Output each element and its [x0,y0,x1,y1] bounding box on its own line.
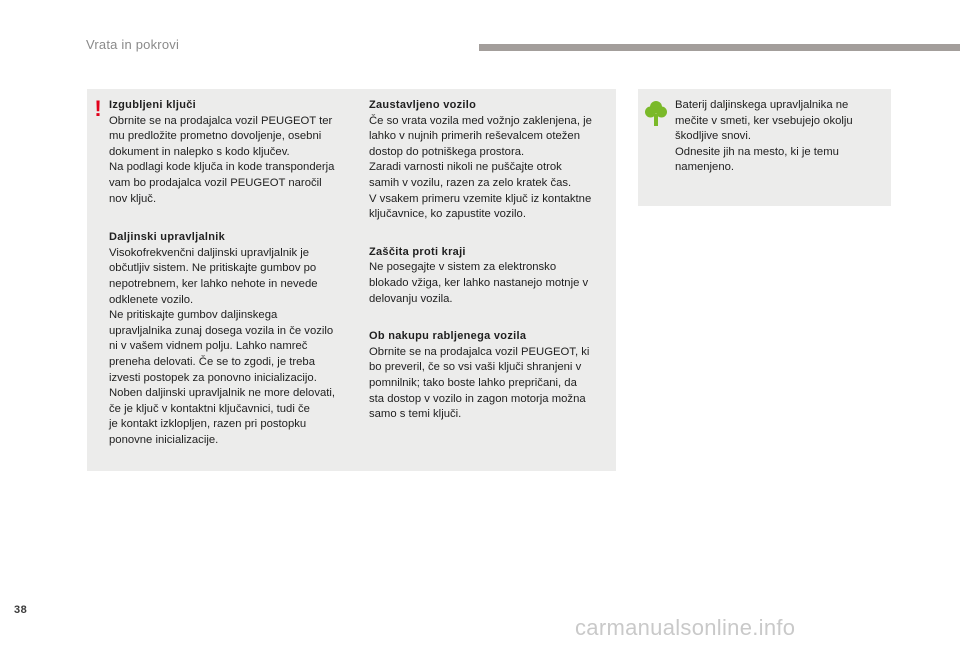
tree-environment-icon [645,100,667,126]
text-line: Odnesite jih na mesto, ki je temu [675,145,839,158]
section-title: Zaščita proti kraji [369,245,466,258]
section-title: Izgubljeni ključi [109,99,196,111]
text-line: Zaradi varnosti nikoli ne puščajte otrok [369,161,562,174]
text-line: sta dostop v vozilo in zagon motorja možna [369,392,586,405]
text-line: preneha delovati. Če se to zgodi, je treba [109,355,315,368]
header-rule [479,44,960,51]
left-column [109,98,349,463]
text-line: samih v vozilu, razen za zelo kratek čas. [369,176,572,189]
page-number: 38 [14,604,28,616]
section-stopped-vehicle [369,98,609,223]
text-line: je kontakt izklopljen, razen pri postopku [109,418,307,431]
section-used-vehicle [369,329,609,423]
section-title: Zaustavljeno vozilo [369,99,477,111]
text-line: mečite v smeti, ker vsebujejo okolju [675,114,853,127]
text-line: Obrnite se na prodajalca vozil PEUGEOT ter [109,114,333,127]
text-line: vam bo prodajalca vozil PEUGEOT naročil [109,176,322,189]
section-title: Daljinski upravljalnik [109,231,226,244]
exclamation-warning-icon: ! [94,96,102,121]
section-lost-keys [109,98,349,207]
text-line: Obrnite se na prodajalca vozil PEUGEOT, ki [369,345,590,358]
text-line: Ne posegajte v sistem za elektronsko [369,261,557,274]
text-line: nov ključ. [109,192,157,205]
text-line: Če so vrata vozila med vožnjo zaklenjena, je [369,114,592,127]
middle-column [369,98,609,438]
text-line: ključavnice, ko zapustite vozilo. [369,208,526,221]
text-line: pomnilnik; tako boste lahko prepričani, da [369,376,577,389]
text-line: občutljiv sistem. Ne pritiskajte gumbov po [109,262,317,275]
text-line: odklenete vozilo. [109,293,194,306]
text-line: dokument in nalepko s kodo ključev. [109,145,290,158]
text-line: škodljive snovi. [675,130,751,143]
section-remote-control [109,230,349,448]
text-line: V vsakem primeru vzemite ključ iz kontaktne [369,192,592,205]
text-line: ponovne inicializacije. [109,433,219,446]
text-line: Visokofrekvenčni daljinski upravljalnik je [109,246,310,259]
section-title: Ob nakupu rabljenega vozila [369,330,527,343]
watermark: carmanualsonline.info [575,615,796,640]
text-line: namenjeno. [675,161,735,174]
eco-note-text [675,98,880,176]
text-line: bo preveril, če so vsi vaši ključi shranjeni v [369,361,582,374]
text-line: lahko v nujnih primerih reševalcem otežen [369,130,580,143]
section-anti-theft [369,245,609,307]
text-line: izvesti postopek za ponovno inicializacijo. [109,371,317,384]
text-line: ni v vašem vidnem polju. Lahko namreč [109,340,308,353]
text-line: Na podlagi kode ključa in kode transponderja [109,161,335,174]
text-line: dostop do potniškega prostora. [369,145,525,158]
text-line: če je ključ v kontaktni ključavnici, tudi če [109,402,310,415]
text-line: Baterij daljinskega upravljalnika ne [675,99,849,111]
text-line: samo s temi ključi. [369,408,462,421]
text-line: nepotrebnem, ker lahko nehote in nevede [109,277,318,290]
page-title: Vrata in pokrovi [86,37,180,52]
text-line: upravljalnika zunaj dosega vozila in če vozilo [109,324,334,337]
text-line: Noben daljinski upravljalnik ne more delovati, [109,387,336,400]
text-line: Ne pritiskajte gumbov daljinskega [109,309,278,322]
text-line: delovanju vozila. [369,292,453,305]
text-line: mu predložite prometno dovoljenje, osebni [109,130,322,143]
text-line: blokado vžiga, ker lahko nastanejo motnje v [369,276,589,289]
